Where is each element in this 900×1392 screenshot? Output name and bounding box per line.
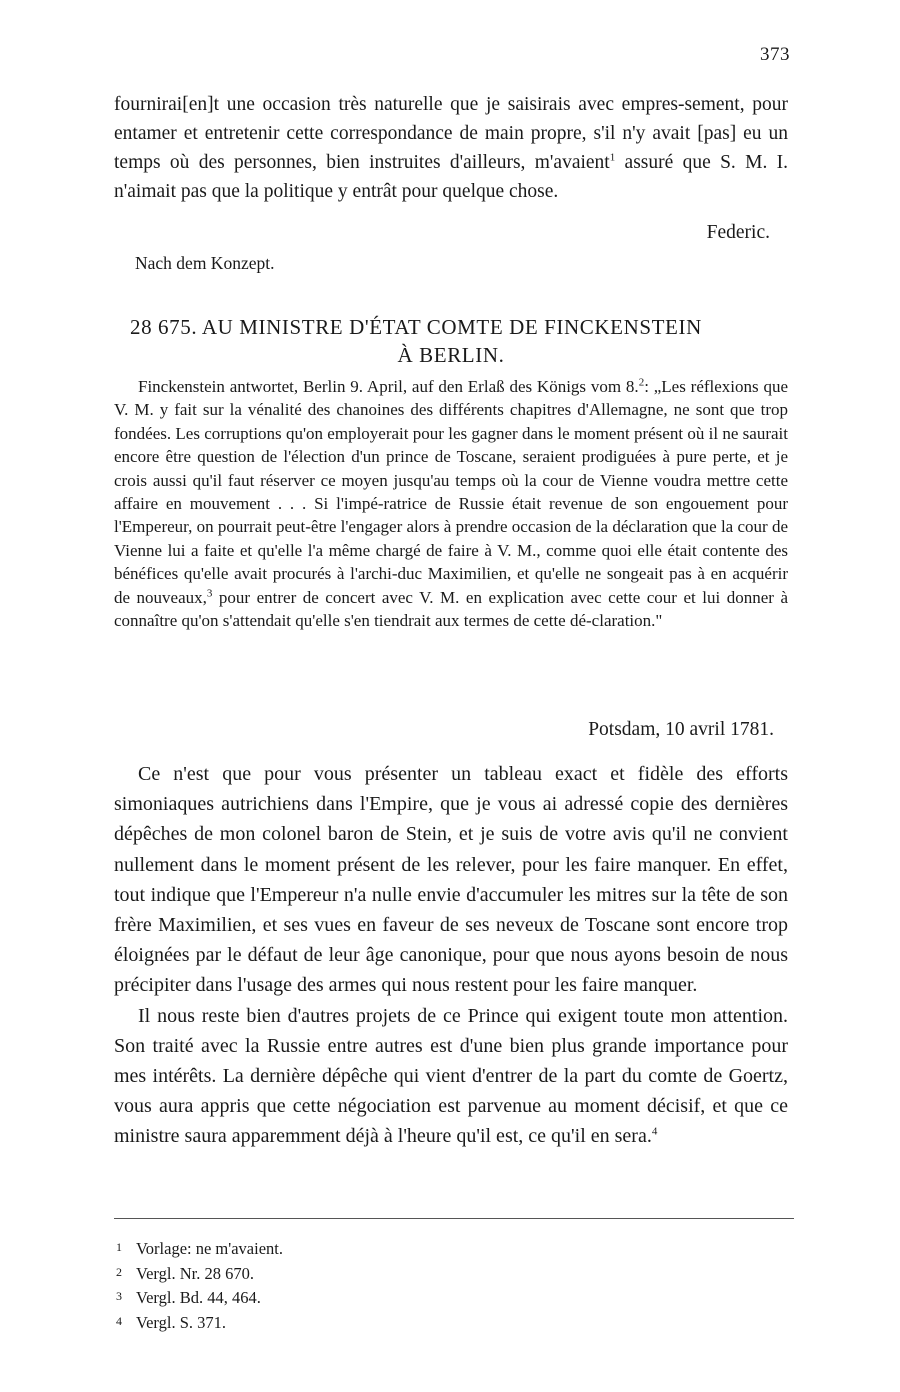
heading-line-1: 28 675. AU MINISTRE D'ÉTAT COMTE DE FINCKENSTEIN — [130, 315, 702, 339]
letter-body — [114, 759, 788, 1152]
footnote-ref: 1 — [609, 151, 616, 164]
letter-closing-paragraph — [114, 90, 788, 206]
regest-paragraph — [114, 375, 788, 632]
regest-text-2: : „Les réflexions que V. M. y fait sur la vénalité des chanoines des différents chapitres d'Allemagne, ne sont que trop fondées. Les corruptions qu'on employerait pour les gagner dans le moment présent où il ne saurait encore être question de l'élection d'un prince de Toscane, seraient prodiguées à pure perte, et je crois aussi qu'il faut réserver ce moyen jusqu'au temps où la cour de Vienne voudra mettre cette affaire en mouvement . . . Si l'impé-ratrice de Russie était revenue de son engouement pour l'Empereur, on pourrait peut-être l'engager alors à prendre occasion de la déclaration que la cour de Vienne lui a faite et qu'elle l'a même chargé de faire à V. M., comme quoi elle était contente des bénéfices qu'elle avait procurés à l'archi-duc Maximilien, et qu'elle ne songeait pas à en acquérir de nouveaux, — [114, 377, 789, 607]
footnote — [116, 1310, 790, 1335]
footnote-text: Vergl. S. 371. — [136, 1312, 226, 1332]
footnote — [116, 1261, 790, 1286]
footnote-ref: 4 — [651, 1125, 658, 1138]
footnote-text: Vorlage: ne m'avaient. — [136, 1239, 283, 1258]
footnote-mark: 4 — [116, 1313, 122, 1328]
letter-paragraph-2-text: Il nous reste bien d'autres projets de ce Prince qui exigent toute mon attention. Son traité avec la Russie entre autres est d'une bien plus grande importance pour mes intérêts. La dernière dépêche qui vient d'entrer de la part du comte de Goertz, vous aura appris que cette négociation est parvenue au moment décisif, et que ce ministre saura apparemment déjà à l'heure qu'il est, ce qu'il en sera. — [114, 1004, 788, 1148]
footnote-ref: 2 — [638, 376, 645, 389]
letter-paragraph-2 — [114, 1001, 788, 1152]
regest-text-1: Finckenstein antwortet, Berlin 9. April, auf den Erlaß des Königs vom 8. — [138, 377, 639, 396]
letter-closing-text-after: assuré que S. M. I. n'aimait pas que la politique y entrât pour quelque chose. — [114, 152, 788, 202]
footnote-mark: 1 — [116, 1240, 122, 1254]
dateline: Potsdam, 10 avril 1781. — [588, 719, 774, 740]
heading-line-2: À BERLIN. — [397, 343, 505, 367]
page-number: 373 — [760, 44, 790, 65]
footnote — [116, 1236, 790, 1261]
footnotes-list — [116, 1236, 790, 1334]
source-note: Nach dem Konzept. — [135, 253, 275, 273]
footnote — [116, 1285, 790, 1310]
footnote-ref: 3 — [206, 587, 213, 599]
footnote-text: Vergl. Bd. 44, 464. — [136, 1288, 261, 1308]
letter-paragraph-1: Ce n'est que pour vous présenter un tableau exact et fidèle des efforts simoniaques autrichiens dans l'Empire, que je vous ai adressé copie des dernières dépêches de mon colonel baron de Stein, et je suis de votre avis qu'il ne convient nullement dans le moment présent de les relever, pour les faire manquer. En effet, tout indique que l'Empereur n'a nulle envie d'accumuler les mitres sur la tête de son frère Maximilien, et ses vues en faveur de ses neveux de Toscane sont encore trop éloignées par le défaut de leur âge canonique, pour que nous ayons besoin de nous précipiter dans l'usage des armes qui nous restent pour les faire manquer. — [114, 763, 788, 997]
footnote-mark: 3 — [116, 1289, 122, 1304]
regest-text-3: pour entrer de concert avec V. M. en explication avec cette cour et lui donner à connaître qu'on s'attendait qu'elle s'en tiendrait aux termes de cette dé-claration." — [114, 587, 788, 631]
footnote-divider — [114, 1218, 794, 1219]
document-heading — [114, 313, 788, 369]
signature: Federic. — [706, 222, 770, 243]
footnote-mark: 2 — [116, 1264, 122, 1279]
letter-closing-text: fournirai[en]t une occasion très naturelle que je saisirais avec empres-sement, pour entamer et entretenir cette correspondance de main propre, s'il n'y avait [pas] eu un temps où des personnes, bien instruites d'ailleurs, m'avaient — [114, 94, 788, 173]
footnote-text: Vergl. Nr. 28 670. — [136, 1263, 254, 1283]
